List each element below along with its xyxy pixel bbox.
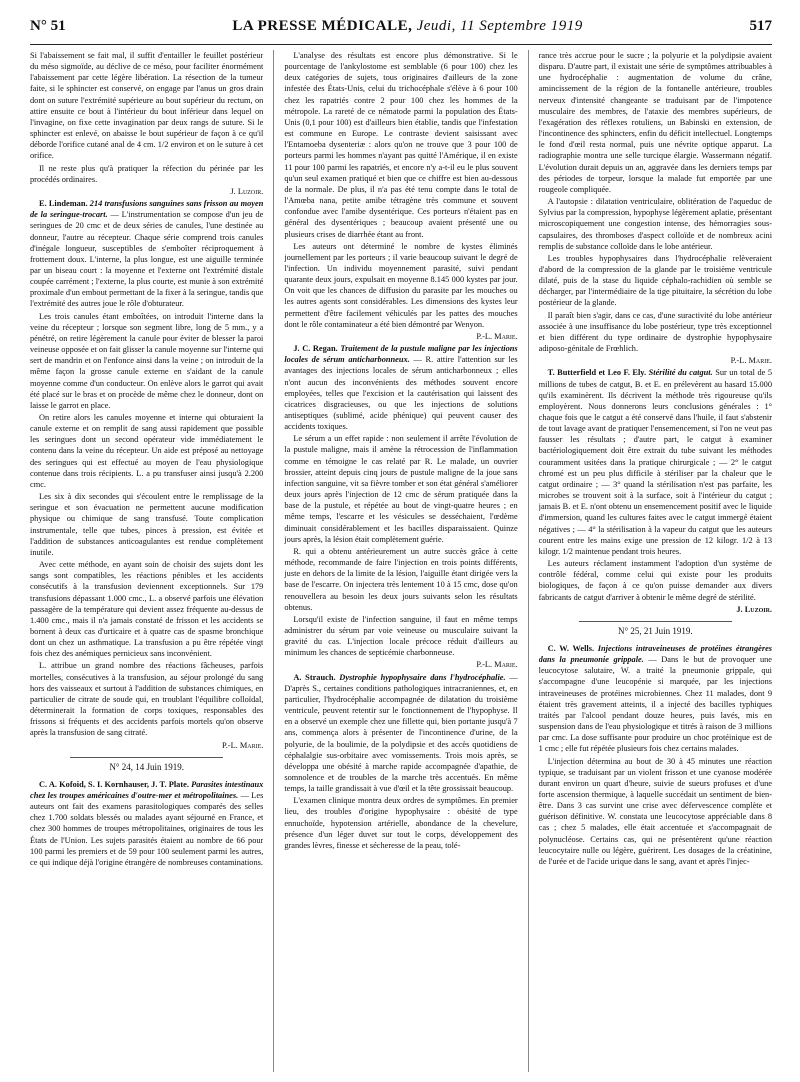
paragraph: L'injection détermina au bout de 30 à 45 minutes une réaction typique, se traduisant par un violent frisson et une cyanose modérée durant environ un quart d'heure, suivie de sueurs profuses et d'une forte ascension thermique, à laquelle succédait un sentiment de bien-être. Dans 3 cas survint une crise avec défervescence complète et guérison définitive. W. constata une leucocytose appréciable dans 8 cas ; chez 5 malades, elle était accentuée et s'accompagnait de polynucléose. Certains cas, qui ne présentèrent qu'une réaction leucocytaire nulle ou légère, guérirent. Les dosages de la créatinine, de l'urée et de l'acide urique dans le sang, avant et après l'injec- — [538, 756, 773, 866]
column-1 — [30, 50, 263, 1072]
paragraph: Il paraît bien s'agir, dans ce cas, d'une suractivité du lobe antérieur associée à une insuffisance du lobe postérieur, type très exceptionnel et bien différent du type ordinaire de dystrophie hypophysaire adiposo-génitale de Frœhlich. — [538, 310, 773, 354]
paragraph: L. attribue un grand nombre des réactions fâcheuses, parfois mortelles, consécutives à la transfusion, au séjour prolongé du sang hors des vaisseaux et surtout à l'addition de substances chimiques, en particulier de citrate de soude qui, en troublant l'équilibre colloïdal, déterminerait la formation de corps toxiques, responsables des frissons si fréquents et des accidents parfois mortels qu'on observe après la transfusion de sang citraté. — [30, 661, 264, 738]
paragraph: Il ne reste plus qu'à pratiquer la réfection du périnée par les procédés ordinaires. — [30, 163, 264, 184]
column-rule — [528, 50, 529, 1072]
article-heading — [30, 779, 263, 868]
article-heading — [539, 367, 772, 557]
column-3 — [539, 50, 772, 1072]
article-title: Traitement de la pustule maligne par les injections locales de sérum anticharbonneux. — [284, 344, 518, 365]
paragraph: rance très accrue pour le sucre ; la polyurie et la polydipsie avaient disparu. D'autre part, il existait une série de symptômes attribuables à une hydrocéphalie : augmentation de volume du crâne, amincissement de la région de la fontanelle antérieure, troubles nerveux d'intensité changeante se traduisant par de l'impotence musculaire des membres, de l'ataxie des membres supérieurs, de l'exagération des réflexes rotuliens, un Babinski en extension, de l'incontinence des sphincters, enfin du déficit intellectuel. Longtemps le fond d'œil resta normal, puis une névrite optique apparut. La radiographie montra une selle turcique élargie. Wassermann négatif. L'évolution durait depuis un an, aggravée dans les derniers temps par des périodes de torpeur, lorsque la malade fut emportée par une rougeole compliquée. — [538, 51, 773, 194]
paragraph: Les troubles hypophysaires dans l'hydrocéphalie relèveraient d'abord de la compression de la glande par le troisième ventricule dilaté, puis de la stase du liquide céphalo-rachidien où semble se décharger, par l'intermédiaire de la tige pituitaire, la sécrétion du lobe postérieur de la glande. — [538, 253, 773, 308]
paragraph: Le sérum a un effet rapide : non seulement il arrête l'évolution de la pustule maligne, mais il amène la rétrocession de l'inflammation comme en témoigne le cas relaté par R. Le malade, un ouvrier brossier, atteint depuis cinq jours de pustule maligne de la joue sans infection sanguine, vit sa fièvre tomber et son état général s'améliorer deux jours après l'injection de 12 cmc de sérum pratiquée dans la base de la pustule, et répétée au bout de vingt-quatre heures ; en même temps, l'escarre et les vésicules se desséchaient, l'œdème diminuait considérablement et les bacilles disparaissaient. Quinze jours après, la lésion était complètement guérie. — [284, 434, 518, 544]
article-title: Stérilité du catgut. — [648, 368, 713, 378]
signature: P.-L. Marie. — [730, 356, 773, 366]
column-2 — [284, 50, 517, 1072]
article-heading — [539, 643, 772, 755]
paragraph: A l'autopsie : dilatation ventriculaire, oblitération de l'aqueduc de Sylvius par la compression, hypophyse légèrement aplatie, présentant microscopiquement une congestion intense, des hémorragies sous-capsulaires, des thromboses d'aspect colloïde et de nombreux acini remplis de substance colloïde dans le lobe antérieur. — [538, 197, 773, 251]
article-author: C. A. Kofoid, S. I. Kornhauser, J. T. Plate. — [39, 779, 189, 789]
paragraph: Les trois canules étant emboîtées, on introduit l'interne dans la veine du récepteur ; lorsque son segment libre, long de 5 mm., y a pénétré, on retire légèrement la canule pour éviter de blesser la paroi veineuse opposée et on fait glisser la canule moyenne sur l'interne qui sert de mandrin et on l'enfonce ainsi dans la veine ; on introduit de la même façon la grosse canule externe en s'aidant de la canule moyenne comme d'un conducteur. On enlève alors le garrot qui avait été placé sur le bras et on procède de même chez le donneur, dont on laisse le garrot en place. — [30, 311, 264, 410]
article-columns — [30, 50, 772, 1072]
journal-name: LA PRESSE MÉDICALE, — [232, 18, 413, 34]
article-text: — D'après S., certaines conditions pathologiques intracraniennes, et, en particulier, l'hydrocéphalie accompagnée de dilatation du troisième ventricule, peuvent retentir sur le fonctionnement de l'hypophyse. Il en a observé un exemple chez une fillette qui, bien portante jusqu'à 7 ans, commença alors à présenter de l'incontinence d'urine, de la polyurie, de la boulimie, de la polydipsie et des accès quotidiens de céphalalgie sus-orbitaire avec vomissements. Trois mois après, se développa une obésité à marche rapide accompagnée d'apathie, de somnolence et de troubles de la marche très accentués. En même temps, la taille grandissait à vue d'œil et la tête grossissait beaucoup. — [284, 672, 518, 794]
issue-subheading: N° 24, 14 Juin 1919. — [109, 761, 184, 772]
article-text: — R. attire l'attention sur les avantages des injections locales de sérum anticharbonneux ; elles n'ont aucun des inconvénients des méthodes souvent encore employées, telles que l'excision et la cautérisation qui laissent des cicatrices disgracieuses, ou que les injections de solutions antiseptiques (sublimé, acide phénique) qui peuvent causer des accidents toxiques. — [284, 355, 518, 432]
article-author: J. C. Regan. — [293, 344, 338, 354]
article-title: 214 transfusions sanguines sans frisson au moyen de la seringue-trocart. — [30, 199, 264, 220]
paragraph: Si l'abaissement se fait mal, il suffit d'entailler le feuillet postérieur du méso sigmoïde, au déclive de ce méso, pour faciliter énormément l'abaissement par cette légère libération. La résection de la tumeur faite, si le sphincter est conservé, on engage par l'anus un gros drain dont on suture l'extrémité supérieure au bout supérieur du rectum, on attire ensuite ce bout à l'intérieur du bout inférieur dans lequel on l'invagine, on fixe cette invagination par deux rangs de suture. Si le sphincter est enlevé, on abaisse le bout supérieur de façon à ce qu'il déborde l'orifice cutané anal de 4 cm. 1/2 environ et on le suture à cet orifice. — [30, 51, 264, 161]
article-text: — Dans le but de provoquer une leucocytose salutaire, W. a traité la pneumonie grippale, qui s'accompagne d'une leucopénie si marquée, par les injections intraveineuses de protéines microbiennes. Chez 11 malades, dont 9 étaient très gravement atteints, il a injecté des bacilles typhiques traités par l'alcool pendant douze heures, puis lavés, mis en suspension dans de l'eau physiologique et titrés à raison de 3 millions par cmc. La dose suffisante pour produire un choc protéinique est de 1 cmc ; elle fut répétée plusieurs fois chez certains malades. — [538, 655, 773, 754]
issue-subheading: N° 25, 21 Juin 1919. — [618, 625, 693, 636]
paragraph: R. qui a obtenu antérieurement un autre succès grâce à cette méthode, recommande de faire l'injection en trois points différents, juste en dehors de la limite de la lésion, l'aiguille étant dirigée vers la base de l'escarre. On injectera très lentement 10 à 15 cmc, dose qu'on renouvellera au besoin les deux jours suivants selon les résultats obtenus. — [284, 546, 518, 612]
paragraph: Les auteurs réclament instamment l'adoption d'un système de contrôle fédéral, comme celui qui existe pour les produits biologiques, de façon à ce qu'on puisse demander aux divers fabricants de catgut d'arriver à obtenir le même degré de stérilité. — [538, 559, 773, 602]
article-text: — L'instrumentation se compose d'un jeu de seringues de 20 cmc et de deux séries de canules, l'une destinée au donneur, l'autre au récepteur. Chaque série comprend trois canules d'inégale longueur, susceptibles de s'emboîter réciproquement à frottement doux. L'interne, la plus longue, est une aiguille terminée par un biseau court : la moyenne et l'externe ont l'extrémité distale coupée carrément ; l'externe, la plus courte, est munie à son extrémité proximale d'un embout permettant de la fixer à la seringue, tandis que l'extrémité des autres joue le rôle d'obturateur. — [30, 210, 264, 309]
signature: J. Luzoir. — [230, 186, 264, 196]
article-text: — Les auteurs ont fait des examens parasitologiques comparés des selles chez 1.700 soldats blessés ou malades ayant séjourné en France, et chez 300 hommes de troupes métropolitaines, originaires de tous les États de l'Union. Les sujets parasités étaient au nombre de 66 pour 100 parmi les premiers et de 59 pour 100 seulement parmi les autres, ce qui indique déjà l'origine étrangère de nombreuses contaminations. — [30, 791, 264, 867]
issue-date: Jeudi, 11 Septembre 1919 — [416, 18, 583, 34]
article-heading — [284, 343, 517, 432]
article-heading — [284, 672, 517, 795]
article-author: A. Strauch. — [293, 672, 336, 682]
column-rule — [273, 50, 274, 1072]
section-divider — [70, 757, 223, 758]
paragraph: Avec cette méthode, en ayant soin de choisir des sujets dont les sangs sont compatibles, les réactions pénibles et les accidents consécutifs à la transfusion deviennent exceptionnels. Sur 179 transfusions dépassant 1.000 cmc., L. a observé parfois une élévation passagère de la température qui devient assez fréquente au-dessus de 1.400 cmc., mais il n'a jamais constaté de frisson et les accidents se bornent à deux cas d'urticaire et à quatre cas de spasme bronchique dont un chez un asthmatique. La transfusion a pu être répétée vingt fois chez des anémiques pernicieux sans inconvénient. — [30, 560, 264, 659]
paragraph: L'examen clinique montra deux ordres de symptômes. En premier lieu, des troubles d'origine hypophysaire : obésité de type ennuchoïde, hypotension artérielle, abondance de la chevelure, présence d'un léger duvet sur tout le corps, développement des grandes lèvres, finesse et sécheresse de la peau, tolé- — [284, 796, 518, 850]
journal-title-line — [232, 18, 582, 35]
issue-number: N° 51 — [30, 18, 66, 34]
signature: P.-L. Marie. — [222, 740, 264, 750]
article-author: T. Butterfield et Leo F. Ely. — [547, 368, 647, 378]
article-text: Sur un total de 5 millions de tubes de catgut, B. et E. en prélevèrent au hasard 15.000 qu'ils examinèrent. Ils décrivent la méthode très rigoureuse qu'ils employèrent. Nous donnerons leurs conclusions générales : 1° chaque fois que le catgut a été conservé dans l'huile, il faut s'abstenir de tout lavage avant de pratiquer l'ensemencement, si l'on ne veut pas fausser les résultats ; d'autre part, le catgut à examiner bactériologiquement doit être extrait du tube suivant les méthodes couramment usitées dans la pratique chirurgicale ; — 2° le catgut chromé est un peu plus difficile à stériliser par la chaleur que le catgut ordinaire ; — 3° quand la stérilisation n'est pas parfaite, les microbes se trouvent soit à la surface, soit à l'intérieur du catgut ; jamais B. et E. n'ont obtenu un ensemencement positif avec le liquide d'immersion, quand les cultures faites avec le catgut immergé étaient négatives ; — 4° la stérilisation à la vapeur du catgut que les auteurs courent entre les mains exige une pression de 12 kilogr. 1/2 à 13 kilogr. 1/2 maintenue pendant trois heures. — [538, 368, 773, 556]
paragraph: Les auteurs ont déterminé le nombre de kystes éliminés journellement par les porteurs ; il varie beaucoup suivant le degré de l'infection. Un individu moyennement parasité, suivi pendant quarante deux jours, expulsait en moyenne 8.145 000 kystes par jour. On voit que les chances de diffusion du parasite par les mouches ou les autres agents sont considérables. Les dimensions des kystes leur permettent d'être facilement véhiculés par les pattes des mouches dont le rôle contaminateur a été bien démontré par Wenyon. — [284, 241, 518, 329]
paragraph: Les six à dix secondes qui s'écoulent entre le remplissage de la seringue et son évacuation ne permettent aucune modification physique ou chimique de sang transfusé. Toute complication instrumentale, telle que tubes, pinces à pression, est évitée et l'addition de substances anticoagulantes est rendue complètement inutile. — [30, 492, 264, 557]
article-title: Injections intraveineuses de protéines étrangères dans la pneumonie grippale. — [538, 643, 773, 665]
article-author: C. W. Wells. — [547, 643, 595, 653]
signature: P.-L. Marie. — [476, 660, 518, 670]
paragraph: On retire alors les canules moyenne et interne qui obturaient la canule externe et on remplit de sang aussi rapidement que possible les seringues dont un second opérateur vide immédiatement le contenu dans la veine du récepteur. Un aide est préposé au nettoyage des seringues qui est effectué au moyen de l'eau physiologique contenue dans trois récipients. L. a pu transfuser ainsi jusqu'à 2.200 cmc. — [30, 413, 264, 489]
signature: P.-L. Marie. — [476, 331, 518, 341]
signature: J. Luzoir. — [736, 604, 773, 614]
paragraph: L'analyse des résultats est encore plus démonstrative. Si le pourcentage de l'ankylostome est semblable (6 pour 100) chez les deux catégories de sujets, tous originaires d'ailleurs de la zone infestée des États-Unis, celui du trichocéphale s'élève à 6 pour 100 chez les rapatriés contre 2 pour 100 chez les hommes de la métropole. La rareté de ce nématode parmi la population des États-Unis (0,1 pour 100) est d'ailleurs bien établie, tandis que l'infestation est commune en Europe. Le contraste devient saisissant avec l'Entamoeba dysenteriæ : alors qu'on ne trouve que 3 pour 100 de porteurs parmi les hommes n'ayant pas quitté l'Amérique, il en existe 11 pour 100 parmi les rapatriés, et encore n'y a-t-il eu le plus souvent qu'un seul examen pratiqué et bien que ce chiffre est bien au-dessous de la normale. De plus, il n'a pas été tenu compte dans le total de l'Amœba nana, petite amibe tétragène très commune et souvent confondue avec l'amibe dysentérique. Ces porteurs n'étaient pas en général des dysentériques ; beaucoup avaient présenté une ou plusieurs crises de diarrhée étant au front. — [284, 51, 518, 239]
page-number: 517 — [749, 18, 772, 34]
article-author: E. Lindeman. — [39, 199, 88, 209]
article-title: Parasites intestinaux chez les troupes américaines d'outre-mer et métropolitaines. — [30, 779, 264, 800]
article-heading — [30, 198, 263, 310]
paragraph: Lorsqu'il existe de l'infection sanguine, il faut en même temps administrer du sérum par voie veineuse ou musculaire suivant la gravité du cas. L'injection locale précoce réduit d'ailleurs au minimum les chances de septicémie charbonneuse. — [284, 614, 518, 658]
article-title: Dystrophie hypophysaire dans l'hydrocéphalie. — [339, 672, 506, 682]
section-divider — [579, 621, 732, 622]
page-header — [30, 18, 772, 45]
